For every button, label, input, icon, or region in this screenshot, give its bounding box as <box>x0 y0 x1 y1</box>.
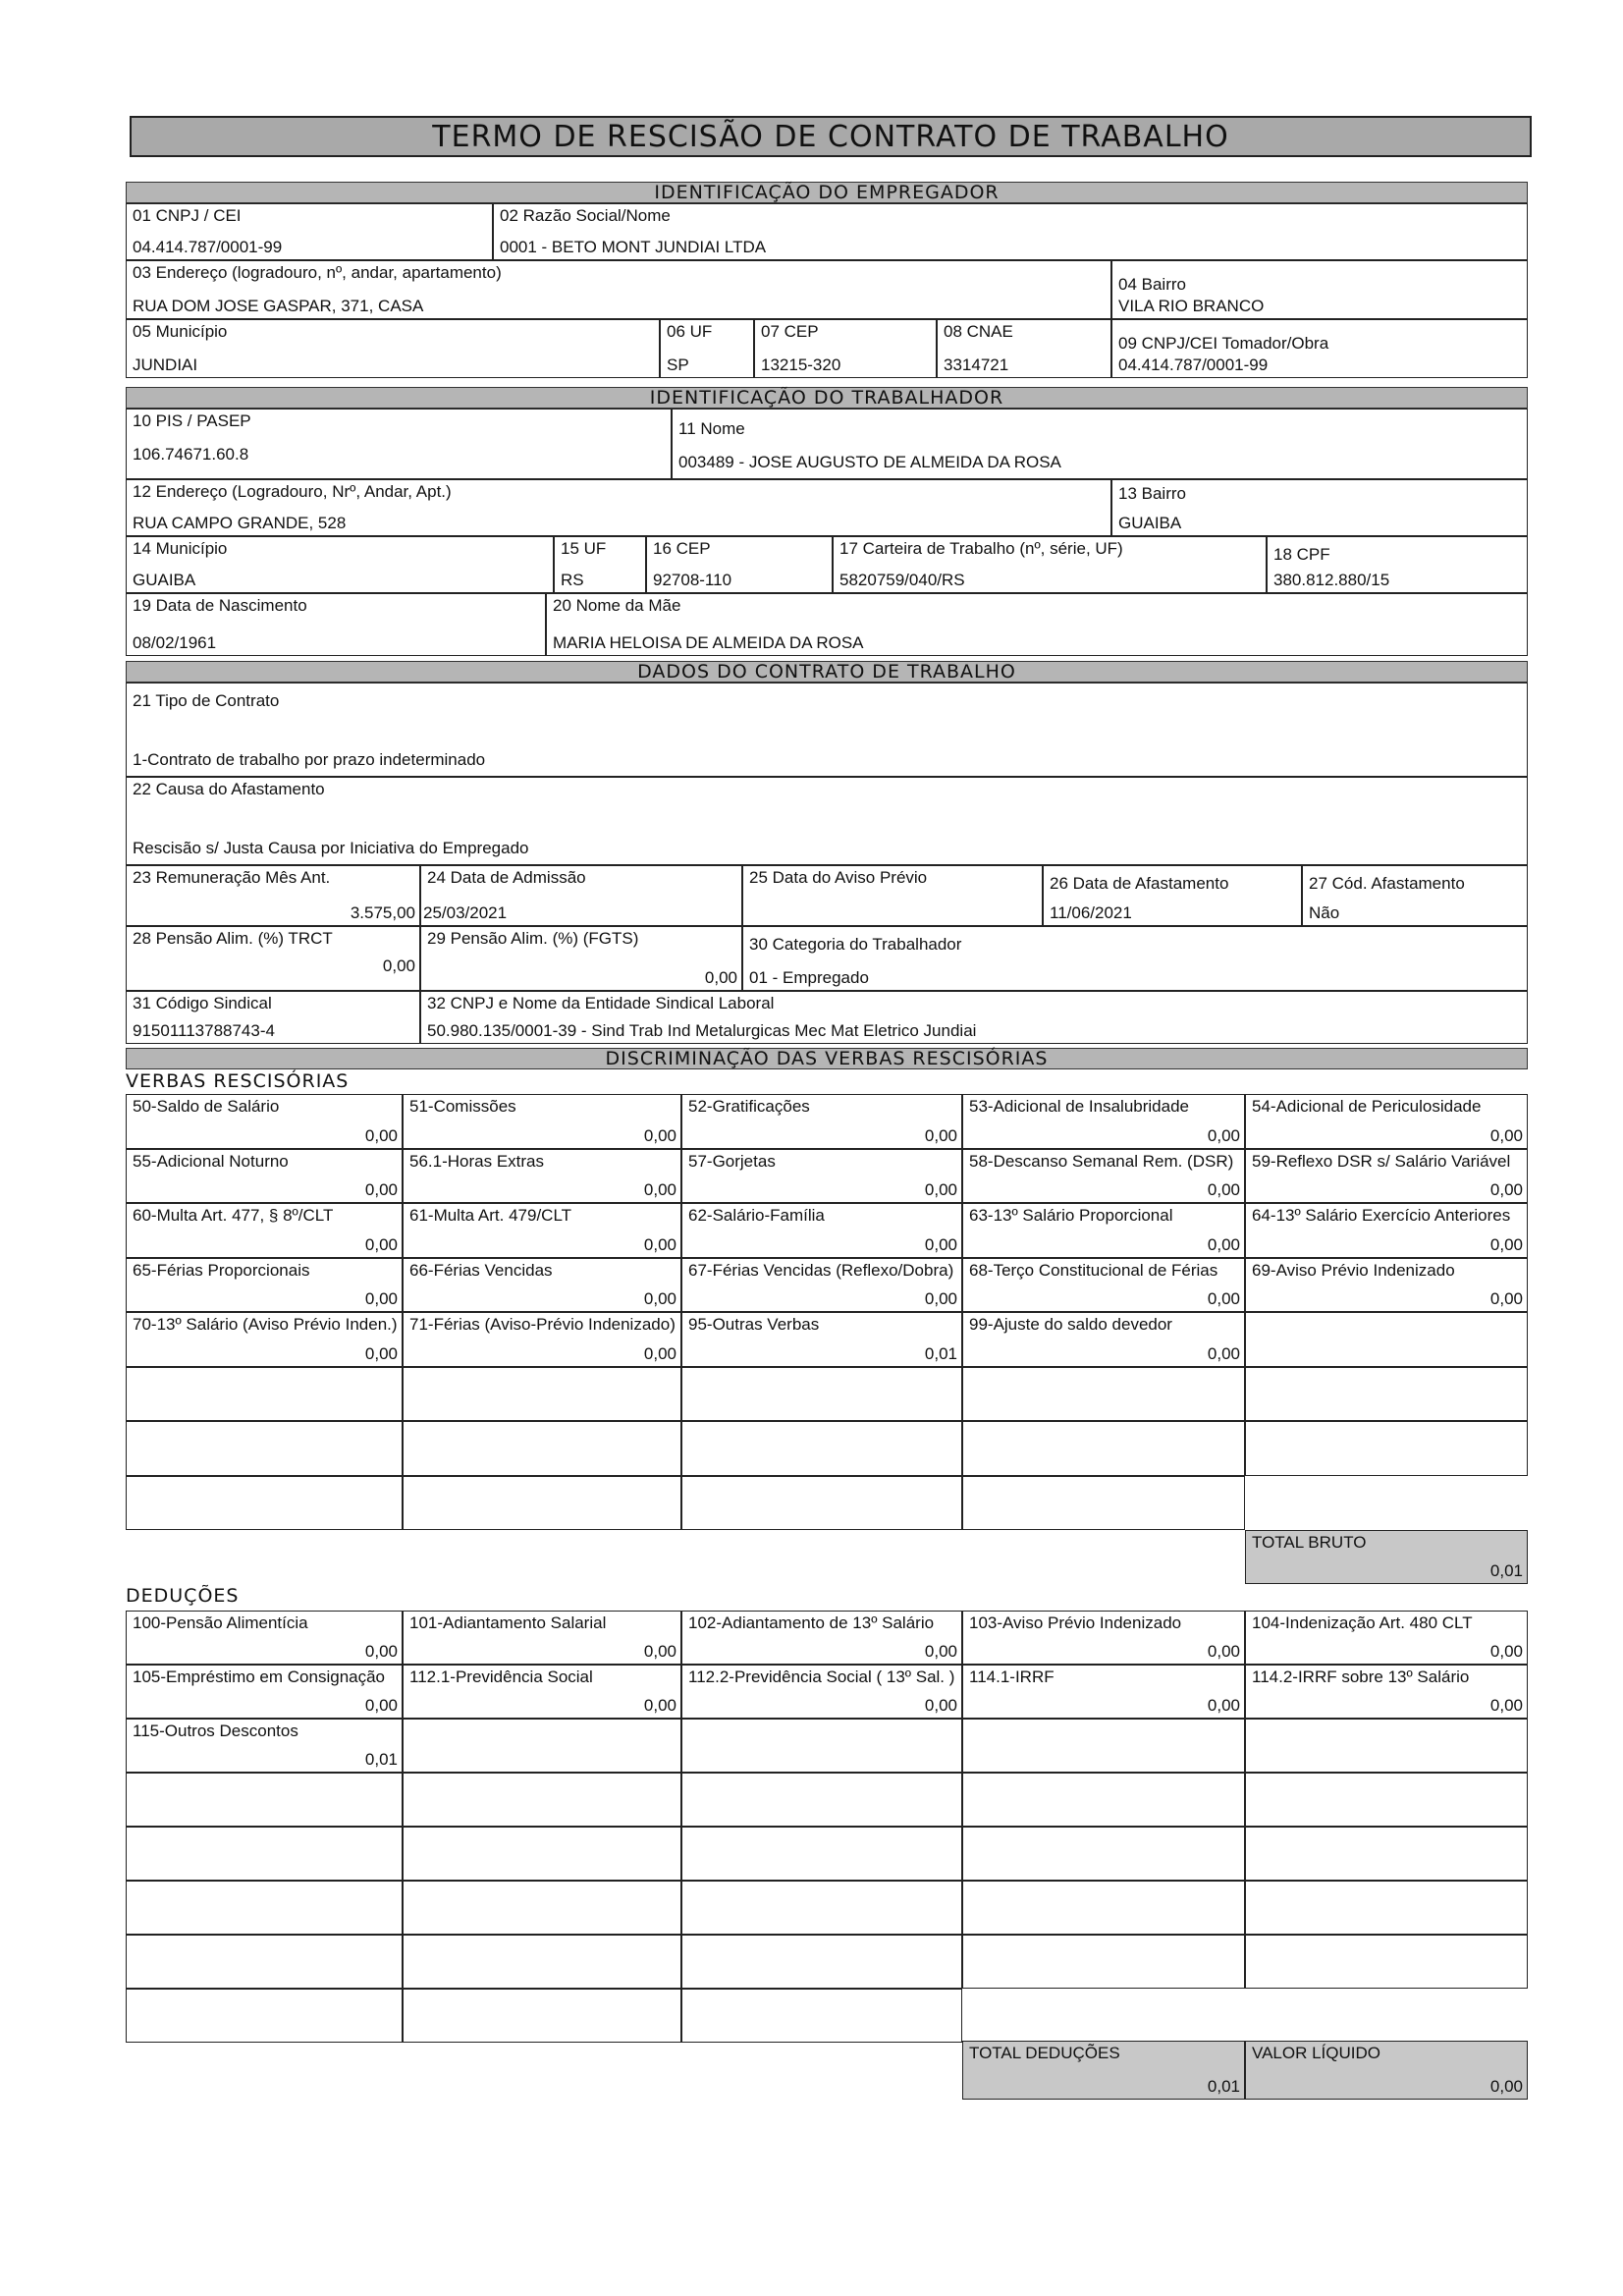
field-18-cpf <box>1267 536 1528 593</box>
field-25-data-aviso-previo <box>742 865 1043 926</box>
field-22-causa-afastamento <box>126 777 1528 865</box>
verba-empty-cell <box>962 1421 1245 1476</box>
verba-label: 53-Adicional de Insalubridade <box>969 1097 1189 1116</box>
field-value: RUA CAMPO GRANDE, 528 <box>133 514 347 533</box>
verba-label: 61-Multa Art. 479/CLT <box>409 1206 572 1225</box>
deducao-cell <box>403 1665 681 1719</box>
verba-label: 55-Adicional Noturno <box>133 1151 289 1171</box>
deducao-value: 0,00 <box>924 1696 957 1716</box>
field-label: 17 Carteira de Trabalho (nº, série, UF) <box>839 539 1123 558</box>
verba-cell <box>126 1203 403 1258</box>
deducao-empty-cell <box>403 1827 681 1881</box>
field-15-uf <box>554 536 646 593</box>
field-label: 02 Razão Social/Nome <box>500 206 671 225</box>
verba-empty-cell <box>126 1476 403 1531</box>
field-21-tipo-contrato <box>126 683 1528 777</box>
field-11-nome <box>672 409 1528 479</box>
field-label: 04 Bairro <box>1118 275 1186 294</box>
verba-value: 0,00 <box>364 1125 398 1145</box>
deducao-empty-cell <box>1245 1773 1528 1827</box>
deducao-empty-cell <box>962 1935 1245 1989</box>
verba-value: 0,00 <box>1207 1289 1240 1309</box>
field-14-municipio <box>126 536 554 593</box>
deducao-label: 114.1-IRRF <box>969 1667 1055 1686</box>
deducao-empty-cell <box>126 1989 403 2043</box>
deducao-label: 112.2-Previdência Social ( 13º Sal. ) <box>688 1667 955 1686</box>
deducao-empty-cell <box>962 1881 1245 1935</box>
field-label: 32 CNPJ e Nome da Entidade Sindical Laboral <box>427 994 775 1012</box>
field-label: 12 Endereço (Logradouro, Nrº, Andar, Apt.) <box>133 482 452 501</box>
deducao-value: 0,00 <box>643 1696 676 1716</box>
field-value: 04.414.787/0001-99 <box>1118 355 1269 375</box>
verba-value: 0,00 <box>924 1289 957 1309</box>
verba-empty-cell <box>403 1421 681 1476</box>
deducao-empty-cell <box>681 1881 962 1935</box>
field-28-pensao-trct <box>126 926 420 991</box>
verba-cell <box>962 1094 1245 1149</box>
verba-value: 0,00 <box>1207 1125 1240 1145</box>
deducao-empty-cell <box>126 1935 403 1989</box>
field-27-cod-afastamento <box>1302 865 1528 926</box>
verba-cell <box>403 1312 681 1367</box>
verba-empty-cell <box>962 1367 1245 1422</box>
deducao-empty-cell <box>1245 1935 1528 1989</box>
deducoes-heading: DEDUÇÕES <box>126 1585 240 1607</box>
verba-empty-cell <box>962 1476 1245 1531</box>
field-value: 91501113788743-4 <box>133 1021 275 1041</box>
verba-label: 52-Gratificações <box>688 1097 810 1116</box>
verba-value: 0,00 <box>1489 1125 1523 1145</box>
field-label: 08 CNAE <box>944 322 1013 341</box>
field-label: 10 PIS / PASEP <box>133 411 251 430</box>
page-title: TERMO DE RESCISÃO DE CONTRATO DE TRABALHO <box>130 116 1532 157</box>
deducao-empty-cell <box>962 1827 1245 1881</box>
deducao-cell <box>1245 1719 1528 1773</box>
total-deducoes-box <box>962 2041 1245 2100</box>
verba-value: 0,00 <box>924 1180 957 1200</box>
deducao-label: 103-Aviso Prévio Indenizado <box>969 1613 1182 1632</box>
verba-label: 51-Comissões <box>409 1097 516 1116</box>
section-header-trabalhador: IDENTIFICAÇÃO DO TRABALHADOR <box>126 387 1528 409</box>
field-label: 30 Categoria do Trabalhador <box>749 935 962 954</box>
field-label: 09 CNPJ/CEI Tomador/Obra <box>1118 334 1329 353</box>
field-value: 1-Contrato de trabalho por prazo indeterminado <box>133 750 486 770</box>
verba-label: 50-Saldo de Salário <box>133 1097 280 1116</box>
field-value: GUAIBA <box>1118 514 1182 533</box>
field-label: 29 Pensão Alim. (%) (FGTS) <box>427 929 639 948</box>
field-value: 5820759/040/RS <box>839 571 965 590</box>
verba-cell <box>681 1094 962 1149</box>
verba-empty-cell <box>403 1367 681 1422</box>
field-label: 18 CPF <box>1273 545 1330 564</box>
field-value: JUNDIAI <box>133 355 198 375</box>
deducao-value: 0,00 <box>364 1696 398 1716</box>
field-16-cep <box>646 536 833 593</box>
deducao-label: 105-Empréstimo em Consignação <box>133 1667 386 1686</box>
verba-empty-cell <box>681 1476 962 1531</box>
deducao-cell <box>403 1719 681 1773</box>
deducao-empty-cell <box>1245 1881 1528 1935</box>
field-07-cep <box>754 319 937 378</box>
verba-empty-cell <box>403 1476 681 1531</box>
field-value: 0,00 <box>704 968 737 988</box>
verba-label: 59-Reflexo DSR s/ Salário Variável <box>1252 1151 1511 1171</box>
field-13-bairro <box>1111 479 1528 536</box>
verba-label: 62-Salário-Família <box>688 1206 825 1225</box>
verba-label: 71-Férias (Aviso-Prévio Indenizado) <box>409 1315 676 1334</box>
verba-cell <box>962 1203 1245 1258</box>
verba-label: 64-13º Salário Exercício Anteriores <box>1252 1206 1511 1225</box>
total-bruto-label: TOTAL BRUTO <box>1252 1533 1367 1552</box>
deducao-label: 101-Adiantamento Salarial <box>409 1613 607 1632</box>
verba-value: 0,00 <box>364 1343 398 1363</box>
verba-cell <box>1245 1203 1528 1258</box>
verba-empty-cell <box>681 1367 962 1422</box>
field-label: 27 Cód. Afastamento <box>1309 874 1465 893</box>
field-03-endereco <box>126 260 1111 319</box>
valor-liquido-label: VALOR LÍQUIDO <box>1252 2044 1380 2062</box>
field-label: 15 UF <box>561 539 607 558</box>
deducao-empty-cell <box>681 1989 962 2043</box>
verba-cell <box>126 1258 403 1313</box>
field-label: 19 Data de Nascimento <box>133 596 307 615</box>
verba-cell <box>681 1312 962 1367</box>
deducao-cell <box>681 1665 962 1719</box>
field-32-entidade-sindical <box>420 991 1528 1044</box>
field-value: 106.74671.60.8 <box>133 445 249 465</box>
verba-empty-cell <box>1245 1421 1528 1476</box>
field-26-data-afastamento <box>1043 865 1302 926</box>
verba-label: 67-Férias Vencidas (Reflexo/Dobra) <box>688 1260 954 1280</box>
verba-value: 0,00 <box>1207 1343 1240 1363</box>
field-label: 01 CNPJ / CEI <box>133 206 242 225</box>
deducao-empty-cell <box>681 1935 962 1989</box>
verba-cell <box>1245 1149 1528 1204</box>
deducao-label: 100-Pensão Alimentícia <box>133 1613 308 1632</box>
verba-value: 0,00 <box>364 1180 398 1200</box>
verba-value: 0,00 <box>924 1234 957 1254</box>
verba-empty-cell <box>681 1421 962 1476</box>
verba-empty-cell <box>126 1421 403 1476</box>
field-value: 3314721 <box>944 355 1009 375</box>
field-30-categoria <box>742 926 1528 991</box>
deducao-cell <box>962 1719 1245 1773</box>
verba-cell <box>403 1203 681 1258</box>
field-label: 23 Remuneração Mês Ant. <box>133 868 331 887</box>
verba-label: 54-Adicional de Periculosidade <box>1252 1097 1482 1116</box>
deducao-value: 0,00 <box>1489 1696 1523 1716</box>
deducao-cell <box>1245 1611 1528 1665</box>
valor-liquido-box <box>1245 2041 1528 2100</box>
verba-cell <box>681 1258 962 1313</box>
verba-label: 68-Terço Constitucional de Férias <box>969 1260 1218 1280</box>
deducao-empty-cell <box>403 1935 681 1989</box>
deducao-label: 104-Indenização Art. 480 CLT <box>1252 1613 1473 1632</box>
deducao-value: 0,00 <box>364 1642 398 1662</box>
verba-label: 99-Ajuste do saldo devedor <box>969 1315 1172 1334</box>
field-value: 01 - Empregado <box>749 968 869 988</box>
section-header-contrato: DADOS DO CONTRATO DE TRABALHO <box>126 661 1528 683</box>
verba-empty-cell <box>126 1367 403 1422</box>
verba-empty-cell <box>1245 1367 1528 1422</box>
verba-value: 0,00 <box>643 1125 676 1145</box>
deducao-value: 0,00 <box>1207 1696 1240 1716</box>
field-value: RS <box>561 571 584 590</box>
field-10-pis <box>126 409 672 479</box>
verba-cell <box>403 1094 681 1149</box>
field-09-cnpj-tomador <box>1111 319 1528 378</box>
verba-label: 66-Férias Vencidas <box>409 1260 553 1280</box>
deducao-empty-cell <box>126 1773 403 1827</box>
field-label: 31 Código Sindical <box>133 994 272 1012</box>
section-header-empregador: IDENTIFICAÇÃO DO EMPREGADOR <box>126 182 1528 203</box>
verba-label: 58-Descanso Semanal Rem. (DSR) <box>969 1151 1234 1171</box>
field-value: 0,00 <box>382 957 415 976</box>
deducao-empty-cell <box>126 1881 403 1935</box>
verba-cell <box>962 1312 1245 1367</box>
total-deducoes-label: TOTAL DEDUÇÕES <box>969 2044 1120 2062</box>
verba-value: 0,00 <box>1207 1180 1240 1200</box>
field-19-data-nascimento <box>126 593 546 656</box>
deducao-cell <box>962 1611 1245 1665</box>
deducao-cell <box>126 1611 403 1665</box>
deducao-label: 102-Adiantamento de 13º Salário <box>688 1613 935 1632</box>
verba-cell <box>1245 1094 1528 1149</box>
field-value: 92708-110 <box>653 571 732 590</box>
verba-cell <box>126 1149 403 1204</box>
field-01-cnpj <box>126 203 493 260</box>
verba-cell <box>681 1203 962 1258</box>
field-label: 14 Município <box>133 539 228 558</box>
verba-cell <box>681 1149 962 1204</box>
field-value: 04.414.787/0001-99 <box>133 238 283 257</box>
field-label: 24 Data de Admissão <box>427 868 586 887</box>
field-20-nome-mae <box>546 593 1528 656</box>
field-value: 3.575,00 <box>350 903 415 923</box>
field-31-codigo-sindical <box>126 991 420 1044</box>
field-value: 50.980.135/0001-39 - Sind Trab Ind Metalurgicas Mec Mat Eletrico Jundiai <box>427 1021 977 1041</box>
field-24-data-admissao <box>420 865 742 926</box>
valor-liquido-value: 0,00 <box>1489 2077 1523 2097</box>
deducao-value: 0,00 <box>1207 1642 1240 1662</box>
field-value: Rescisão s/ Justa Causa por Iniciativa do Empregado <box>133 839 529 858</box>
total-bruto-box <box>1245 1530 1528 1584</box>
verba-cell <box>126 1094 403 1149</box>
verba-cell <box>1245 1258 1528 1313</box>
field-23-remuneracao <box>126 865 420 926</box>
verba-value: 0,00 <box>364 1289 398 1309</box>
total-bruto-value: 0,01 <box>1489 1561 1523 1581</box>
field-label: 11 Nome <box>678 419 745 438</box>
field-value: 0001 - BETO MONT JUNDIAI LTDA <box>500 238 767 257</box>
deducao-empty-cell <box>962 1773 1245 1827</box>
field-value: 11/06/2021 <box>1050 903 1132 923</box>
verba-value: 0,00 <box>1489 1234 1523 1254</box>
field-04-bairro <box>1111 260 1528 319</box>
verba-label: 60-Multa Art. 477, § 8º/CLT <box>133 1206 334 1225</box>
verba-value: 0,01 <box>924 1343 957 1363</box>
deducao-value: 0,00 <box>1489 1642 1523 1662</box>
verba-value: 0,00 <box>643 1289 676 1309</box>
field-value: SP <box>667 355 689 375</box>
field-label: 03 Endereço (logradouro, nº, andar, apartamento) <box>133 263 502 282</box>
deducao-label: 115-Outros Descontos <box>133 1722 298 1740</box>
deducao-cell <box>403 1611 681 1665</box>
field-value: RUA DOM JOSE GASPAR, 371, CASA <box>133 297 424 316</box>
deducao-empty-cell <box>126 1827 403 1881</box>
deducao-label: 112.1-Previdência Social <box>409 1667 593 1686</box>
verba-label: 65-Férias Proporcionais <box>133 1260 310 1280</box>
field-label: 28 Pensão Alim. (%) TRCT <box>133 929 333 948</box>
field-29-pensao-fgts <box>420 926 742 991</box>
field-label: 16 CEP <box>653 539 711 558</box>
deducao-cell <box>126 1665 403 1719</box>
total-deducoes-value: 0,01 <box>1207 2077 1240 2097</box>
verba-cell <box>962 1149 1245 1204</box>
field-value: VILA RIO BRANCO <box>1118 297 1265 316</box>
field-value: MARIA HELOISA DE ALMEIDA DA ROSA <box>553 633 864 653</box>
section-header-verbas: DISCRIMINAÇÃO DAS VERBAS RESCISÓRIAS <box>126 1048 1528 1069</box>
field-value: 08/02/1961 <box>133 633 217 653</box>
verba-cell <box>962 1258 1245 1313</box>
field-02-razao-social <box>493 203 1528 260</box>
verba-label: 57-Gorjetas <box>688 1151 776 1171</box>
deducao-value: 0,00 <box>643 1642 676 1662</box>
deducao-empty-cell <box>681 1773 962 1827</box>
field-value: 003489 - JOSE AUGUSTO DE ALMEIDA DA ROSA <box>678 453 1061 472</box>
deducao-empty-cell <box>1245 1827 1528 1881</box>
deducao-value: 0,00 <box>924 1642 957 1662</box>
deducao-cell <box>1245 1665 1528 1719</box>
deducao-value: 0,01 <box>364 1750 398 1770</box>
verba-value: 0,00 <box>924 1125 957 1145</box>
verba-cell <box>1245 1312 1528 1367</box>
field-label: 20 Nome da Mãe <box>553 596 681 615</box>
deducao-cell <box>681 1719 962 1773</box>
deducao-empty-cell <box>403 1881 681 1935</box>
deducao-empty-cell <box>681 1827 962 1881</box>
verba-label: 95-Outras Verbas <box>688 1315 820 1334</box>
field-label: 06 UF <box>667 322 713 341</box>
field-label: 25 Data do Aviso Prévio <box>749 868 928 887</box>
deducao-empty-cell <box>403 1773 681 1827</box>
deducao-label: 114.2-IRRF sobre 13º Salário <box>1252 1667 1470 1686</box>
field-value: 25/03/2021 <box>423 903 508 923</box>
field-05-municipio <box>126 319 660 378</box>
field-08-cnae <box>937 319 1111 378</box>
field-label: 21 Tipo de Contrato <box>133 691 280 710</box>
field-label: 26 Data de Afastamento <box>1050 874 1229 893</box>
field-label: 13 Bairro <box>1118 484 1186 503</box>
deducao-cell <box>962 1665 1245 1719</box>
field-label: 07 CEP <box>761 322 819 341</box>
verba-label: 56.1-Horas Extras <box>409 1151 544 1171</box>
verba-label: 69-Aviso Prévio Indenizado <box>1252 1260 1455 1280</box>
verba-value: 0,00 <box>643 1234 676 1254</box>
deducao-empty-cell <box>403 1989 681 2043</box>
verba-value: 0,00 <box>1489 1180 1523 1200</box>
verba-value: 0,00 <box>1207 1234 1240 1254</box>
verba-cell <box>126 1312 403 1367</box>
verbas-heading: VERBAS RESCISÓRIAS <box>126 1070 350 1092</box>
field-label: 05 Município <box>133 322 228 341</box>
verba-label: 70-13º Salário (Aviso Prévio Inden.) <box>133 1315 398 1334</box>
field-value: Não <box>1309 903 1340 923</box>
field-17-carteira-trabalho <box>833 536 1267 593</box>
verba-value: 0,00 <box>643 1180 676 1200</box>
verba-value: 0,00 <box>1489 1289 1523 1309</box>
deducao-cell <box>126 1719 403 1773</box>
field-value: GUAIBA <box>133 571 196 590</box>
verba-value: 0,00 <box>643 1343 676 1363</box>
verba-cell <box>403 1149 681 1204</box>
field-value: 13215-320 <box>761 355 841 375</box>
verba-label: 63-13º Salário Proporcional <box>969 1206 1173 1225</box>
field-value: 380.812.880/15 <box>1273 571 1390 590</box>
verba-value: 0,00 <box>364 1234 398 1254</box>
field-06-uf <box>660 319 754 378</box>
verba-cell <box>403 1258 681 1313</box>
deducao-cell <box>681 1611 962 1665</box>
field-12-endereco <box>126 479 1111 536</box>
field-label: 22 Causa do Afastamento <box>133 780 325 798</box>
